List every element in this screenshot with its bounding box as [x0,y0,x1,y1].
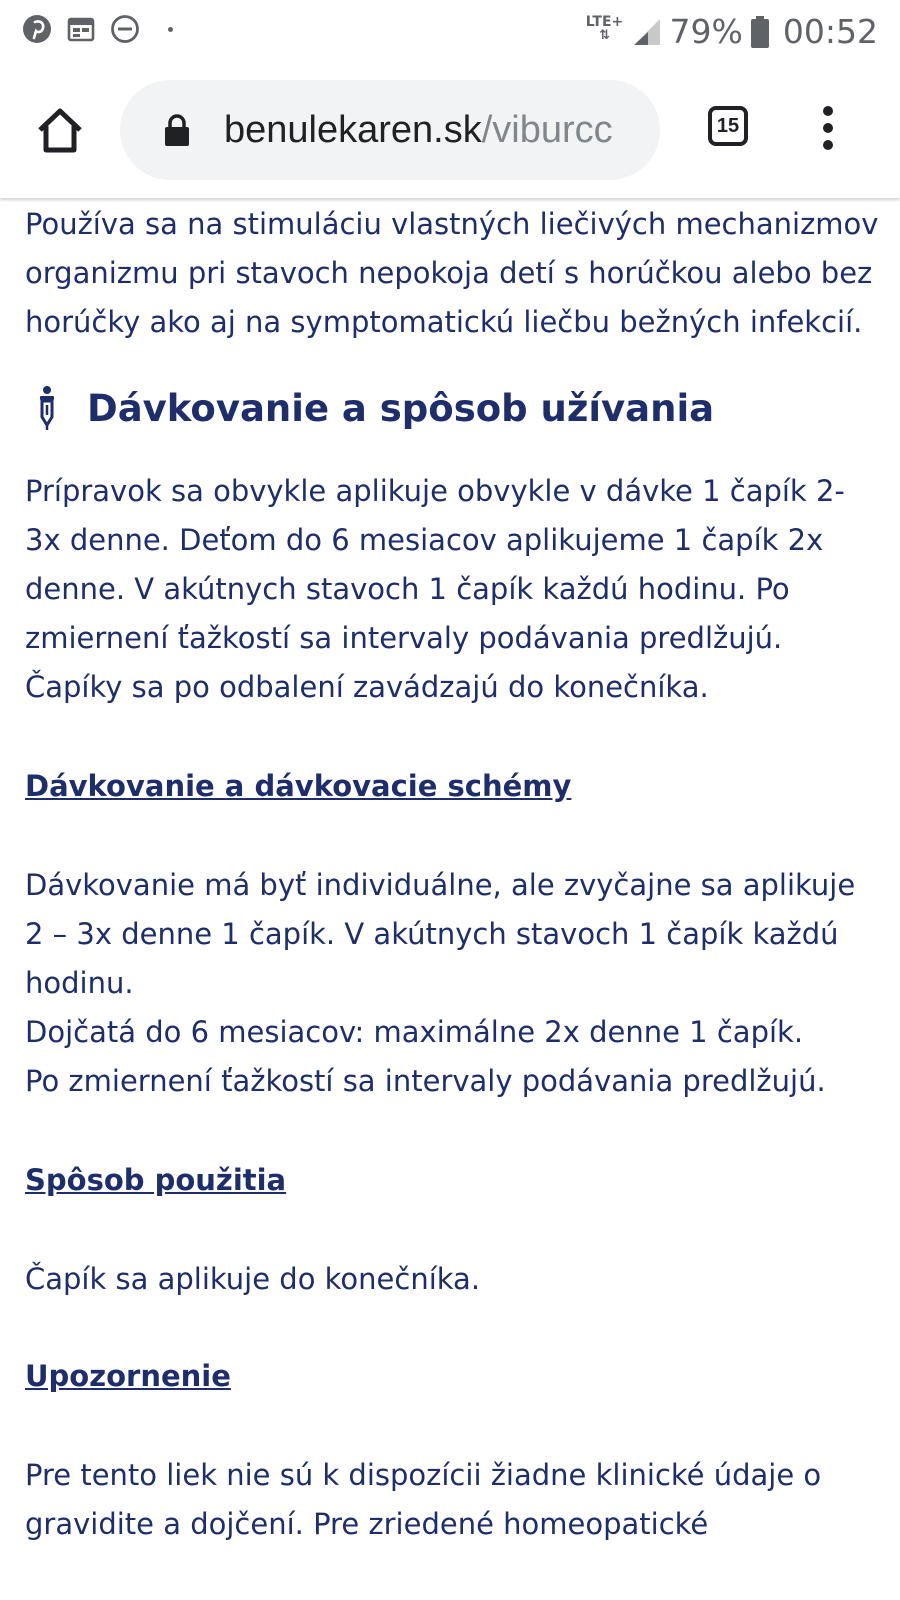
dropper-icon [29,385,65,431]
subheading-dosage-schemes: Dávkovanie a dávkovacie schémy [25,769,572,803]
url-bar[interactable] [120,80,660,180]
data-arrows-icon: ⇅ [599,27,610,43]
subheading-warning: Upozornenie [25,1359,231,1393]
status-icons-right [586,12,878,51]
warning-text: Pre tento liek nie sú k dispozícii žiadne klinické údaje o gravidite a dojčení. Pre zriedené homeopatické [25,1458,822,1541]
browser-toolbar [0,66,900,198]
section-heading-text: Dávkovanie a spôsob užívania [87,386,715,430]
url-host: benulekaren.sk [224,109,482,151]
intro-paragraph: Používa sa na stimuláciu vlastných liečivých mechanizmov organizmu pri stavoch nepokoja detí s horúčkou alebo bez horúčky ako aj na symptomatickú liečbu bežných infekcií. [25,207,879,339]
dosage-text-3: Po zmiernení ťažkostí sa intervaly podávania predlžujú. [25,1064,826,1098]
battery-percent: 79% [669,12,743,51]
calendar-icon [66,14,96,44]
pinterest-icon [22,14,52,44]
network-type-label: LTE+ [585,13,624,30]
status-bar [0,0,900,66]
clock: 00:52 [782,12,878,51]
battery-icon [751,16,769,48]
article-content [25,198,880,1549]
do-not-disturb-icon [110,14,140,44]
home-icon[interactable] [34,104,86,156]
dosage-paragraph: Prípravok sa obvykle aplikuje obvykle v dávke 1 čapík 2-3x denne. Deťom do 6 mesiacov aplikujeme 1 čapík 2x denne. V akútnych stavoch 1 čapík každú hodinu. Po zmiernení ťažkostí sa intervaly podávania predlžujú. Čapíky sa po odbalení zavádzajú do konečníka. [25,474,845,704]
network-indicator [586,15,624,43]
usage-text: Čapík sa aplikuje do konečníka. [25,1262,481,1296]
subheading-usage: Spôsob použitia [25,1163,287,1197]
lock-icon [164,114,190,146]
tab-switcher-button[interactable] [708,106,748,146]
url-text[interactable] [224,102,613,158]
status-icons-left [22,14,173,44]
section-heading [25,385,880,431]
url-path: /viburcc [481,109,613,151]
signal-icon [632,17,662,47]
tab-count: 15 [716,114,740,137]
dot-icon [168,27,173,32]
dosage-text-1: Dávkovanie má byť individuálne, ale zvyčajne sa aplikuje 2 – 3x denne 1 čapík. V akútnych stavoch 1 čapík každú hodinu. [25,868,856,1000]
overflow-menu-icon[interactable] [818,106,838,152]
dosage-text-2: Dojčatá do 6 mesiacov: maximálne 2x denne 1 čapík. [25,1015,804,1049]
